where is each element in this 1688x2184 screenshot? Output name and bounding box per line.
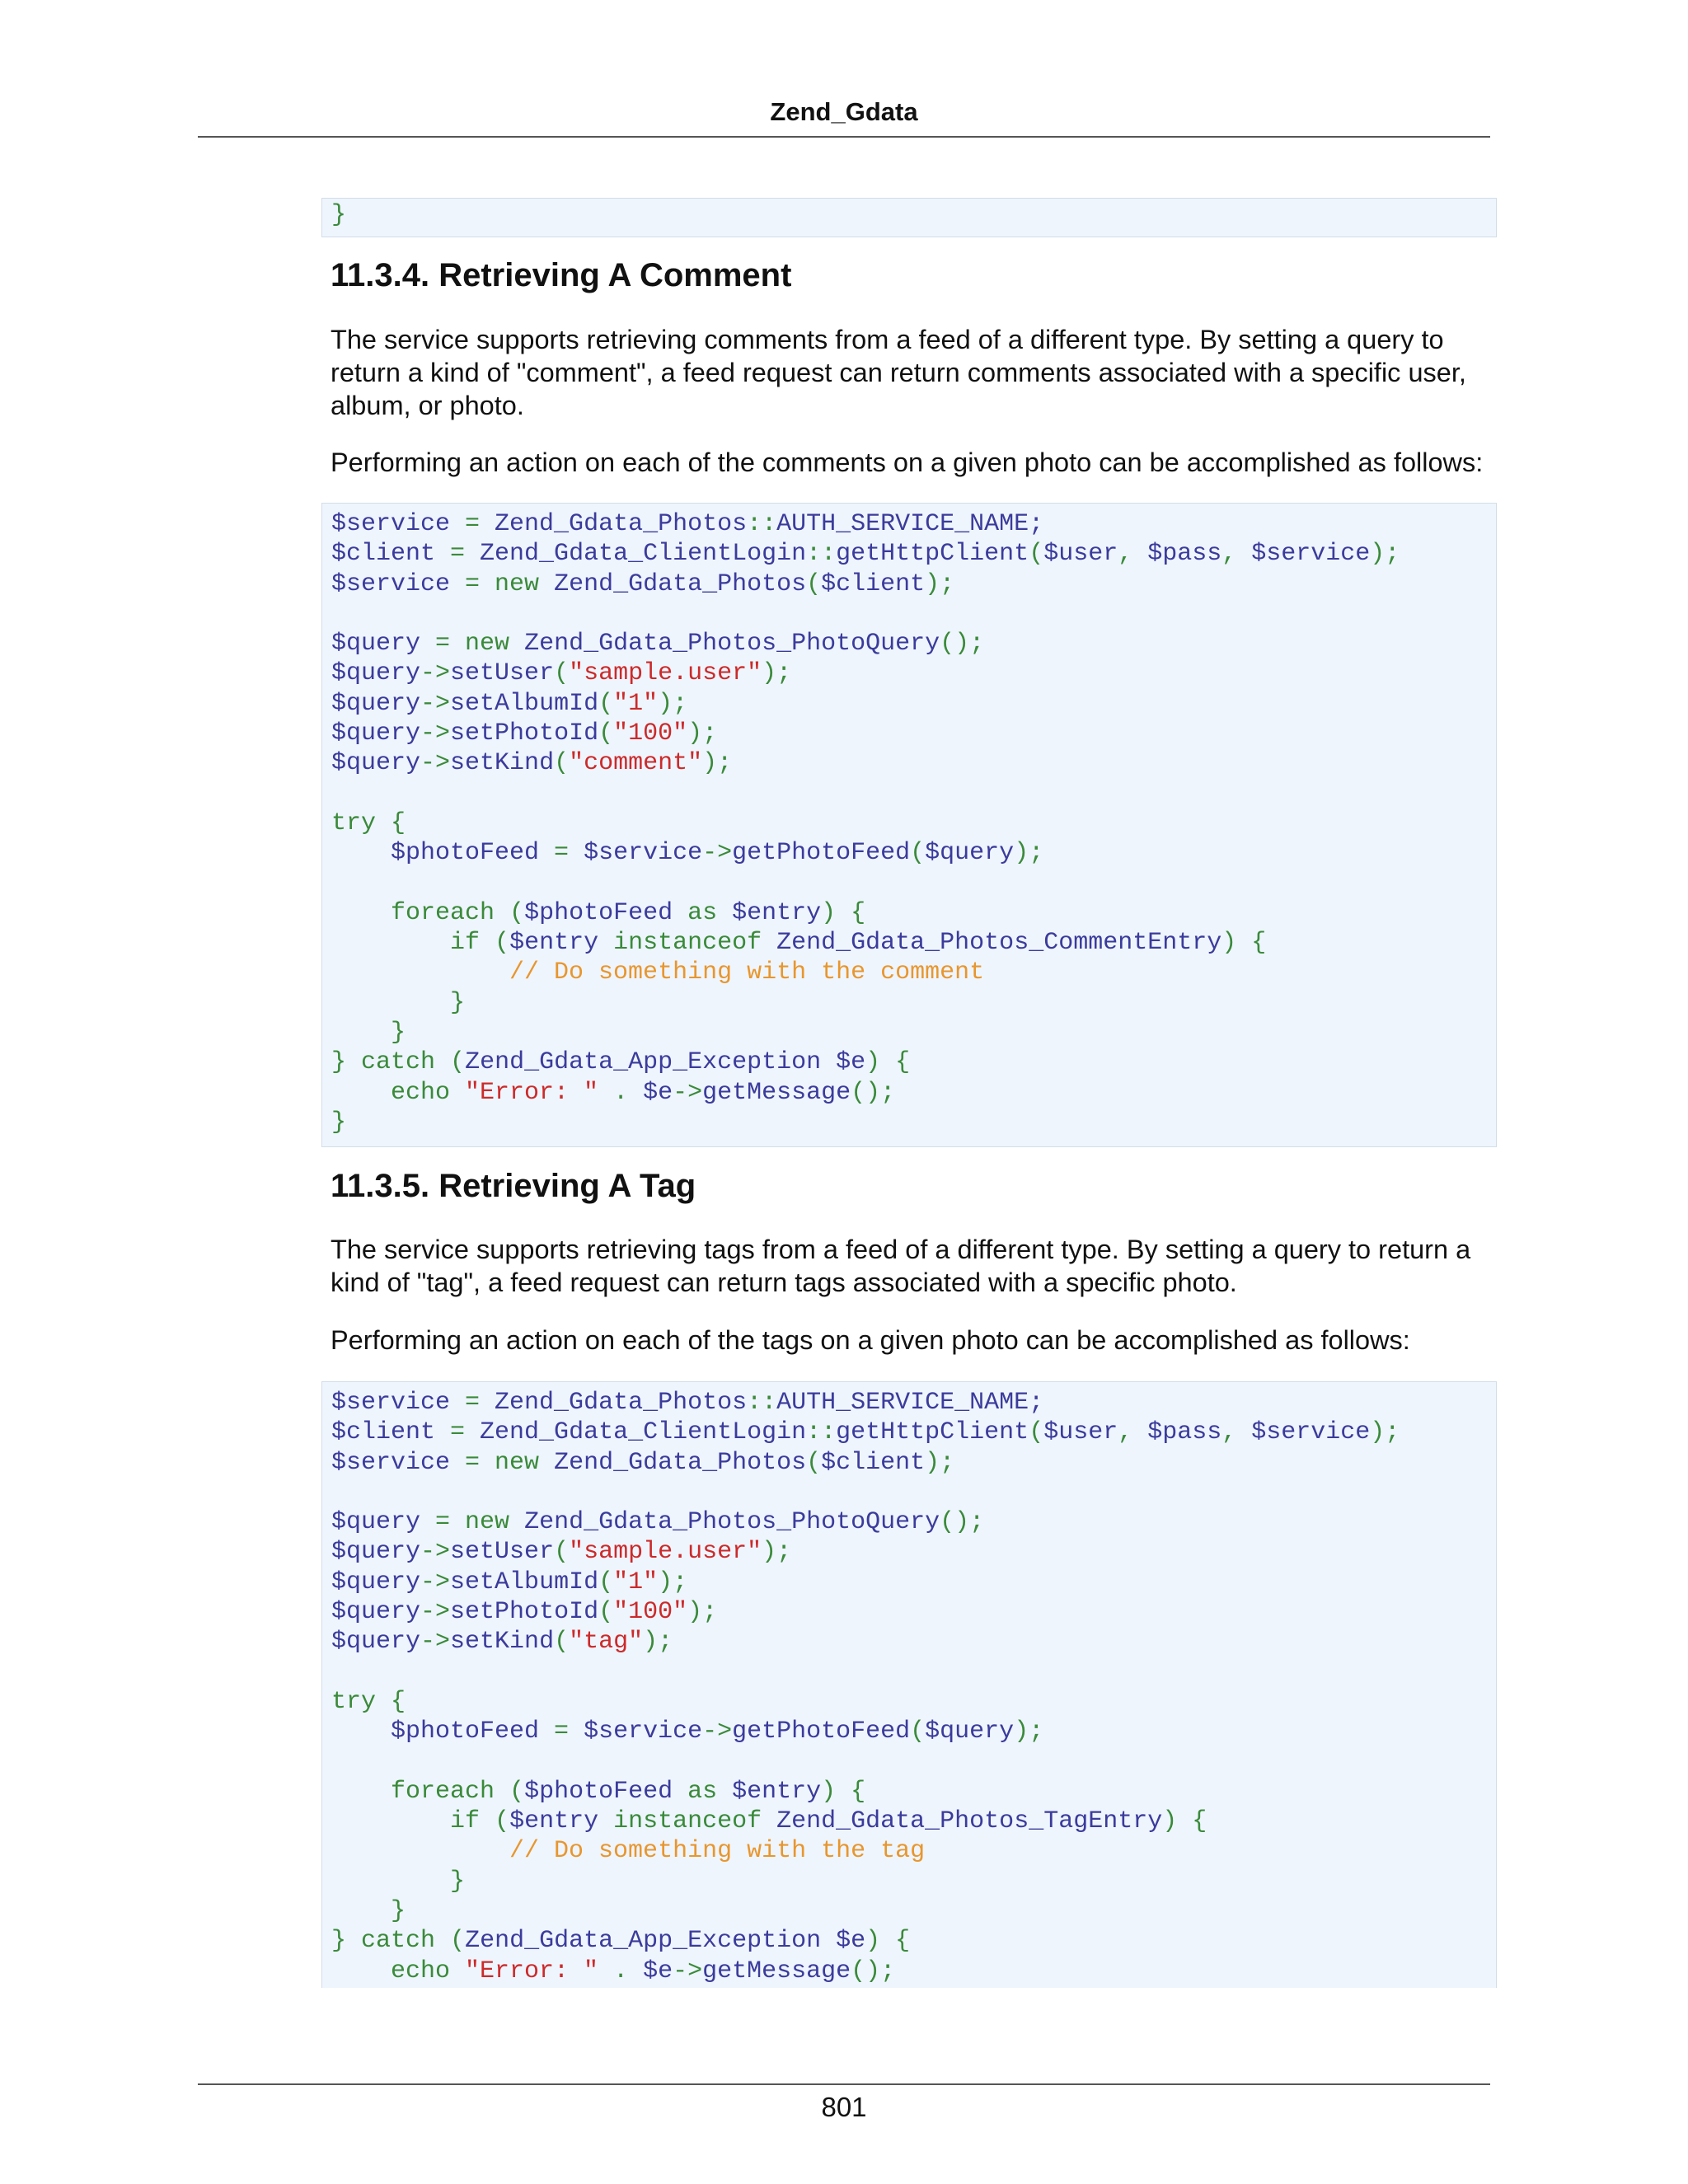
code-token: setPhotoId	[450, 719, 599, 748]
code-token: setKind	[450, 749, 555, 778]
code-token: (	[495, 1807, 510, 1836]
code-token: Zend_Gdata_Photos	[495, 510, 748, 538]
section-tag-paragraph-1: The service supports retrieving tags from a feed of a different type. By setting a query to return a kind of "tag", a feed request can return tags associated with a specific photo.	[331, 1235, 1471, 1297]
code-line	[331, 779, 1487, 808]
code-token: (	[450, 1048, 466, 1077]
code-token: // Do something with the comment	[331, 958, 985, 987]
code-token: ->	[420, 1598, 451, 1627]
code-token: $query	[331, 1628, 421, 1657]
code-token: $query	[331, 1568, 421, 1596]
code-token: .	[613, 1957, 644, 1985]
code-token: );	[762, 1538, 792, 1567]
code-token: foreach	[331, 1777, 510, 1806]
code-token: (	[554, 749, 570, 778]
code-line	[331, 1807, 1487, 1836]
code-token: ::	[806, 1418, 837, 1447]
code-token: Zend_Gdata_Photos_TagEntry	[776, 1807, 1163, 1836]
code-line	[331, 569, 1487, 599]
code-token: =	[465, 1389, 495, 1417]
code-token: setUser	[450, 659, 555, 688]
code-token: ->	[420, 719, 451, 748]
code-token: }	[331, 1927, 362, 1956]
code-token: $user	[1043, 1418, 1118, 1447]
code-token: Zend_Gdata_Photos_PhotoQuery	[524, 630, 940, 658]
code-token: $client	[821, 1448, 926, 1477]
code-token: setAlbumId	[450, 1568, 599, 1596]
code-block-tag	[321, 1381, 1497, 1988]
code-token: instanceof	[613, 929, 777, 958]
code-token: $query	[331, 719, 421, 748]
code-token: Zend_Gdata_Photos	[554, 1448, 807, 1477]
code-token: =	[465, 569, 495, 598]
code-line	[331, 1078, 1487, 1108]
code-token: =	[450, 540, 481, 569]
code-token: (	[598, 1568, 614, 1596]
code-token: AUTH_SERVICE_NAME;	[776, 510, 1044, 538]
code-token: );	[1370, 540, 1400, 569]
code-line	[331, 1448, 1487, 1478]
code-line	[331, 1507, 1487, 1537]
code-token: $service	[1251, 540, 1371, 569]
code-token: (	[598, 689, 614, 718]
code-token: (	[509, 898, 525, 927]
code-token: );	[1014, 1718, 1044, 1746]
code-token: "Error: "	[465, 1957, 614, 1985]
code-token: ->	[420, 689, 451, 718]
code-token: "100"	[613, 1598, 688, 1627]
code-token: getPhotoFeed	[732, 1718, 911, 1746]
code-token: ();	[851, 1078, 896, 1107]
code-line	[331, 1747, 1487, 1777]
section-comment-paragraph-2: Performing an action on each of the comments on a given photo can be accomplished as follows:	[331, 448, 1484, 477]
section-heading-tag: 11.3.5. Retrieving A Tag	[331, 1168, 696, 1204]
code-token: getHttpClient	[836, 540, 1029, 569]
code-token: (	[806, 1448, 822, 1477]
code-token: );	[762, 659, 792, 688]
code-token: try	[331, 1687, 392, 1716]
code-token: }	[331, 1867, 466, 1896]
code-line	[331, 928, 1487, 958]
code-token: {	[391, 808, 406, 837]
code-line	[331, 1537, 1487, 1567]
code-token: $service	[584, 1718, 703, 1746]
code-token: );	[925, 1448, 955, 1477]
header-rule	[198, 136, 1490, 138]
code-token: $query	[331, 659, 421, 688]
code-token: echo	[331, 1078, 466, 1107]
code-token: (	[598, 1598, 614, 1627]
code-line	[331, 1418, 1487, 1447]
code-token: ->	[420, 1568, 451, 1596]
code-token: ) {	[1162, 1807, 1207, 1836]
code-token: }	[331, 988, 466, 1017]
code-token: try	[331, 808, 392, 837]
code-token: $service	[331, 510, 466, 538]
code-token: (	[495, 929, 510, 958]
code-token: // Do something with the tag	[331, 1837, 926, 1866]
code-token: setKind	[450, 1628, 555, 1657]
code-line	[331, 808, 1487, 838]
code-token: );	[658, 689, 688, 718]
code-token: "sample.user"	[569, 659, 762, 688]
code-line	[331, 1108, 1487, 1137]
code-token: new	[465, 1508, 525, 1537]
code-token: }	[331, 1048, 362, 1077]
code-token: ,	[1118, 1418, 1148, 1447]
code-token: Zend_Gdata_ClientLogin	[480, 1418, 807, 1447]
code-token: =	[450, 1418, 481, 1447]
code-line: }	[331, 201, 347, 229]
code-token: $entry	[509, 929, 614, 958]
code-token: }	[331, 1019, 406, 1047]
code-token: );	[643, 1628, 673, 1657]
code-line	[331, 1926, 1487, 1956]
code-token: (	[450, 1927, 466, 1956]
code-token: (	[910, 839, 926, 868]
code-token: ,	[1221, 540, 1252, 569]
code-token: "1"	[613, 1568, 659, 1596]
code-token: ->	[702, 839, 733, 868]
code-token: ->	[702, 1718, 733, 1746]
code-token: "1"	[613, 689, 659, 718]
code-token: $service	[1251, 1418, 1371, 1447]
code-token: );	[925, 569, 955, 598]
code-line	[331, 838, 1487, 868]
code-token: $service	[331, 569, 466, 598]
code-line	[331, 658, 1487, 688]
code-block-fragment	[321, 198, 1497, 237]
code-token: {	[391, 1687, 406, 1716]
code-token: $query	[331, 1508, 436, 1537]
code-token: ();	[940, 1508, 985, 1537]
code-token: (	[1029, 1418, 1044, 1447]
code-token: ) {	[1221, 929, 1267, 958]
code-token: ) {	[865, 1048, 911, 1077]
footer-rule	[198, 2083, 1490, 2085]
code-token: }	[331, 1897, 406, 1926]
code-token: (	[910, 1718, 926, 1746]
code-token: $e	[643, 1957, 673, 1985]
code-token: =	[554, 1718, 584, 1746]
code-token: getHttpClient	[836, 1418, 1029, 1447]
code-token: ) {	[821, 1777, 866, 1806]
code-token: $photoFeed	[524, 1777, 688, 1806]
code-line	[331, 1896, 1487, 1926]
code-line	[331, 1957, 1487, 1986]
code-token: $query	[331, 689, 421, 718]
code-token: new	[495, 1448, 555, 1477]
code-line	[331, 1687, 1487, 1717]
code-block-comment	[321, 503, 1497, 1147]
code-token: "Error: "	[465, 1078, 614, 1107]
code-token: setUser	[450, 1538, 555, 1567]
code-token: $photoFeed	[524, 898, 688, 927]
code-token: setPhotoId	[450, 1598, 599, 1627]
code-token: (	[554, 1628, 570, 1657]
code-token: as	[687, 898, 733, 927]
code-token: Zend_Gdata_App_Exception $e	[465, 1927, 866, 1956]
code-token: ->	[420, 749, 451, 778]
code-token: getMessage	[702, 1078, 851, 1107]
code-line	[331, 629, 1487, 658]
code-token: $service	[331, 1448, 466, 1477]
code-token: Zend_Gdata_App_Exception $e	[465, 1048, 866, 1077]
code-token: echo	[331, 1957, 466, 1985]
page-number: 801	[821, 2092, 867, 2122]
code-line	[331, 1836, 1487, 1866]
code-token: $client	[331, 540, 451, 569]
code-token: catch	[361, 1927, 451, 1956]
section-tag-paragraph-2: Performing an action on each of the tags on a given photo can be accomplished as follows:	[331, 1325, 1410, 1355]
code-token: "100"	[613, 719, 688, 748]
code-token: (	[598, 719, 614, 748]
code-line	[331, 1568, 1487, 1597]
code-token: =	[435, 630, 466, 658]
code-token: $service	[584, 839, 703, 868]
code-token: foreach	[331, 898, 510, 927]
code-token: ();	[940, 630, 985, 658]
code-token: ::	[747, 1389, 777, 1417]
code-token: $query	[331, 749, 421, 778]
code-token: (	[554, 659, 570, 688]
code-token: ->	[420, 659, 451, 688]
code-token: ->	[673, 1078, 703, 1107]
code-token: $entry	[732, 898, 822, 927]
page-header-title: Zend_Gdata	[770, 97, 918, 126]
code-token: if	[331, 929, 495, 958]
code-token: Zend_Gdata_Photos	[495, 1389, 748, 1417]
section-heading-comment: 11.3.4. Retrieving A Comment	[331, 257, 792, 293]
code-token: ,	[1221, 1418, 1252, 1447]
code-token: ();	[851, 1957, 896, 1985]
code-token: getMessage	[702, 1957, 851, 1985]
code-token: (	[554, 1538, 570, 1567]
code-token: $pass	[1147, 540, 1222, 569]
code-token: ::	[806, 540, 837, 569]
code-token: (	[509, 1777, 525, 1806]
code-token: $e	[643, 1078, 673, 1107]
code-line	[331, 599, 1487, 629]
code-line	[331, 509, 1487, 539]
code-token: instanceof	[613, 1807, 777, 1836]
code-line	[331, 869, 1487, 898]
code-token: );	[702, 749, 733, 778]
code-line	[331, 958, 1487, 987]
code-token: ,	[1118, 540, 1148, 569]
code-token: catch	[361, 1048, 451, 1077]
code-token: );	[658, 1568, 688, 1596]
code-token: $query	[925, 1718, 1015, 1746]
code-token: Zend_Gdata_Photos_PhotoQuery	[524, 1508, 940, 1537]
code-token: ->	[420, 1628, 451, 1657]
code-token: Zend_Gdata_ClientLogin	[480, 540, 807, 569]
code-line	[331, 1627, 1487, 1657]
code-token: );	[1014, 839, 1044, 868]
code-token: ::	[747, 510, 777, 538]
section-comment-paragraph-1: The service supports retrieving comments from a feed of a different type. By setting a query to return a kind of "comment", a feed request can return comments associated with a specific user, album, or photo.	[331, 325, 1466, 420]
code-token: $query	[331, 1538, 421, 1567]
code-line	[331, 1657, 1487, 1687]
code-line	[331, 1047, 1487, 1077]
code-token: $query	[925, 839, 1015, 868]
code-token: new	[495, 569, 555, 598]
code-token: =	[465, 1448, 495, 1477]
code-token: "tag"	[569, 1628, 644, 1657]
code-token: AUTH_SERVICE_NAME;	[776, 1389, 1044, 1417]
code-token: =	[465, 510, 495, 538]
code-token: $entry	[732, 1777, 822, 1806]
code-token: $query	[331, 630, 436, 658]
code-token: =	[554, 839, 584, 868]
code-token: );	[687, 1598, 718, 1627]
code-token: "comment"	[569, 749, 703, 778]
code-token: .	[613, 1078, 644, 1107]
code-token: $client	[331, 1418, 451, 1447]
code-line	[331, 1597, 1487, 1627]
code-token: $photoFeed	[331, 1718, 555, 1746]
code-token: setAlbumId	[450, 689, 599, 718]
code-token: new	[465, 630, 525, 658]
code-token: $user	[1043, 540, 1118, 569]
code-line	[331, 1867, 1487, 1896]
code-token: ->	[420, 1538, 451, 1567]
code-line	[331, 719, 1487, 748]
code-line	[331, 1478, 1487, 1507]
code-line	[331, 1717, 1487, 1746]
code-token: ) {	[865, 1927, 911, 1956]
code-token: Zend_Gdata_Photos	[554, 569, 807, 598]
code-token: "sample.user"	[569, 1538, 762, 1567]
code-line	[331, 1777, 1487, 1807]
code-token: Zend_Gdata_Photos_CommentEntry	[776, 929, 1222, 958]
code-token: getPhotoFeed	[732, 839, 911, 868]
code-token: }	[331, 1108, 347, 1137]
code-line	[331, 988, 1487, 1018]
code-token: );	[1370, 1418, 1400, 1447]
code-token: (	[1029, 540, 1044, 569]
code-token: (	[806, 569, 822, 598]
code-token: $service	[331, 1389, 466, 1417]
code-token: $photoFeed	[331, 839, 555, 868]
code-token: $client	[821, 569, 926, 598]
code-token: $entry	[509, 1807, 614, 1836]
code-token: =	[435, 1508, 466, 1537]
code-token: ) {	[821, 898, 866, 927]
code-line	[331, 1018, 1487, 1047]
code-token: as	[687, 1777, 733, 1806]
code-token: $query	[331, 1598, 421, 1627]
code-line	[331, 898, 1487, 928]
code-line	[331, 1388, 1487, 1418]
code-token: ->	[673, 1957, 703, 1985]
code-token: if	[331, 1807, 495, 1836]
code-line	[331, 748, 1487, 778]
code-line	[331, 689, 1487, 719]
code-line	[331, 539, 1487, 569]
code-token: );	[687, 719, 718, 748]
code-token: $pass	[1147, 1418, 1222, 1447]
